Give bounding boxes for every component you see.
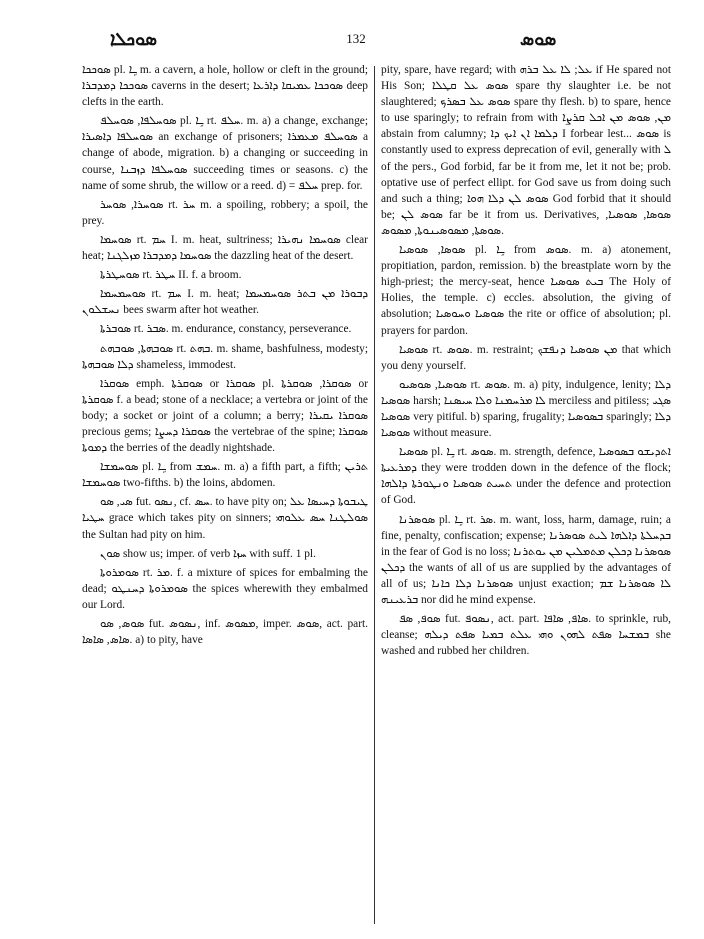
entry: ܣܘܦ, ܣܦ fut. ܢܣܘܦ, act. part. ܣܐܦ, ܣܐܦܐ. to sprinkle, rub, cleanse; ܒܡܫܚܐ ܣܦܬ ܠܗܘܢ ܘܗܝ ܥܠܬ ܒܡܝܐ ܣܦܬ ܕܝܠܗ she washed and rubbed her children. <box>381 613 671 658</box>
entry: ܣܘܣܝܐ pl. ـܹܐ rt. ܣܘܣ. m. strength, defence, ܐܬܕܝܫܘ ܒܣܘܣܝܐ ܕܡܪܥܝܬܐ they were trodden down in the defence of the flock; ܬܚܝܬ ܣܘܣܝܐ ܘܢܛܘܪܬܐ ܕܐܠܗܐ under the defence and protection of God. <box>381 446 671 507</box>
entry: ܣܘܟܟܐ pl. ـܹܐ m. a cavern, a hole, hollow or cleft in the ground; ܣܘܟܟܐ ܕܡܕܒܪܐ caverns in the desert; ܣܘܟܟܐ ܥܡܝܩܐ ܕܐܪܥܐ deep clefts in the earth. <box>82 64 368 109</box>
entry: ܣܘܚܠܦܐ, ܣܘܚܠܦ pl. ـܹܐ rt. ܚܠܦ. m. a) a change, exchange; ܣܘܚܠܦܐ ܕܐܣܝܪܐ an exchange of prisoners; ܣܘܚܠܦ ܡܥܡܪܐ a change of abode, migration. b) a changing or succeeding in course, ܣܘܚܠܦܐ ܕܙܒܢܐ succeeding times or seasons. c) the name of some shrub, the willow or a reed. d) = ܚܠܦ prep. for. <box>82 115 369 192</box>
entry: ܣܘܣܪܢܐ pl. ـܹܐ rt. ܣܪ. m. want, loss, harm, damage, ruin; a fine, penalty, confiscation; expense; ܒܕܚܠܬܐ ܕܐܠܗܐ ܠܝܬ ܣܘܣܪܢܐ in the fear of God is no loss; ܣܘܣܪܢܐ ܕܟܠܢ ܡܬܡܠܝܢ ܡܢ ܝܘܬܪܢܐ ܕܟܠܢ the wants of all of us are supplied by the advantages of all of us; ܣܘܣܪܢܐ ܕܠܐ ܟܐܢܐ unjust exaction; ܠܐ ܣܘܣܪܢܐ ܫܡ ܒܪܥܝܢܗ nor did he mind expense. <box>381 513 671 606</box>
entry: ܣܘܣܐ, ܣܘܣܝܐ pl. ـܹܐ from ܣܘܣ. m. a) atonement, propitiation, pardon, remission. b) the breastplate worn by the high-priest; the mercy-seat, hence ܒܝܬ ܣܘܣܝܐ The Holy of Holies, the temple. c) eccles. absolution, the giving of absolution; ܣܘܣܝܐ ܘܚܘܣܝܐ the rite or office of absolution; pl. prayers for pardon. <box>381 244 671 337</box>
entry: ܣܘܚܡܚܡܐ rt. ܚܡ I. m. heat; ܕܒܘܪܐ ܡܢ ܒܬܪ ܣܘܚܡܚܡܐ ܢܚܫܠܘܢ bees swarm after hot weather. <box>82 288 368 317</box>
column-divider <box>374 66 375 924</box>
entry: ܣܘܣܝܐ, ܣܘܣܝܘ rt. ܣܘܣ. m. a) pity, indulgence, lenity; ܕܠܐ ܣܘܣܝܐ harsh; ܠܐ ܡܪܚܡܢܐ ܘܠܐ ܚܝܣܢܐ merciless and pitiless; ܣܓܝ ܣܘܣܝܐ very pitiful. b) sparing, frugality; ܒܣܘܣܝܐ sparingly; ܕܠܐ ܣܘܣܝܐ without measure. <box>381 378 671 440</box>
entry: ܣܘܢ show us; imper. of verb ܚܙܐ with suff. 1 pl. <box>100 547 316 560</box>
entry: ܣܘܒܪܬܐ rt. ܣܒܪ. m. endurance, constancy, perseverance. <box>100 323 352 336</box>
page-number: 132 <box>346 31 366 46</box>
right-column <box>381 62 671 662</box>
entry: ܣܘܡܪܘܬܐ rt. ܡܪ. f. a mixture of spices for embalming the dead; ܣܘܡܪܘܬܐ ܕܚܢܛܘ the spices wherewith they embalmed our Lord. <box>82 566 368 611</box>
entry: ܣܘܒܗܬܐ, ܣܘܒܗܬ rt. ܒܗܬ. m. shame, bashfulness, modesty; ܕܠܐ ܣܘܒܗܬܐ shameless, immodest. <box>82 342 368 371</box>
running-head-right: ܣܘܣ <box>520 29 557 49</box>
entry: ܣܘܚܪܐ, ܣܘܚܪ rt. ܚܪ m. a spoiling, robbery; a spoil, the prey. <box>82 198 368 227</box>
entry: ܣܘܚܡܐ rt. ܚܡ I. m. heat, sultriness; ܣܘܚܡܐ ܢܗܝܪܐ clear heat; ܣܘܚܡܐ ܕܡܕܒܪܐ ܡܙܠܓܢܐ the dazzling heat of the desert. <box>82 233 368 263</box>
left-column <box>82 62 368 651</box>
entry: ܣܘܚܡܫܐ pl. ـܹܐ from ܚܡܫ. m. a) a fifth part, a fifth; ܬܪܝܢ ܣܘܚܡܫܐ two-fifths. b) the loins, abdomen. <box>82 461 368 490</box>
running-head-left: ܣܘܟܠܐ <box>110 29 157 49</box>
entry: ܣܘܩܪܐ emph. ܣܘܩܪܬܐ or ܣܘܩܪܐ pl. ܣܘܩܪܐ, ܣܘܩܪܬܐ or ܣܘܩܪܬܐ f. a bead; stone of a necklace; a vertebra or joint of the body; a socket or joint of a column; a berry; ܣܘܩܪܐ ܝܩܝܪܐ precious gems; ܣܘܩܪܐ ܕܚܨܐ the vertebrae of the spine; ܣܘܩܪܐ ܕܡܘܬܐ the berries of the deadly nightshade. <box>82 377 369 455</box>
entry: ܣܘܣܝܐ rt. ܣܘܣ. m. restraint; ܡܢ ܣܘܣܝܐ ܕܢܦܫܟ that which you deny yourself. <box>381 343 671 372</box>
entry: pity, spare, have regard; with ܥܠ; ܠܐ ܥܠ ܒܪܗ if He spared not His Son; ܣܘܣ ܥܠ ܩܛܠܐ spare thy slaughter i.e. be not slaughtered; ܣܘܣ ܥܠ ܒܣܪܟ spare thy flesh. b) to spare, hence to use sparingly; to refrain from with ܡܢ, ܣܘܣ ܡܢ ܐܟܠ ܩܪܨܐ abstain from calumny; ܕܠܡܐ ܐܢ ܐܝܟ ܕܐ I forbear lest... ܣܘܣ is constantly used to express deprecation of evil, generally with ܠ of the pers., God forbid, far be it from me, let it not be; prob. optative use of perfect ellipt. for God save us from doing such and such a thing; ܣܘܣ ܠܢ ܕܠܐ ܗܘܐ God forbid that it should be; ܣܘܣ ܠܢ far be it from us. Derivatives, ܣܘܣܐ, ܣܘܣܝܐ, ܣܘܣܬܐ, ܡܣܘܣܝܢܘܬܐ, ܡܣܘܣ. <box>381 64 672 237</box>
entry: ܣܘܚܛܪܬܐ rt. ܚܛܪ II. f. a broom. <box>100 269 242 282</box>
entry: ܣܘܣ, ܣܘ fut. ܢܣܘܣ, inf. ܡܣܘܣ, imper. ܣܘܣ, act. part. ܣܐܣ, ܣܐܣܐ. a) to pity, have <box>82 618 369 647</box>
entry: ܣܝ, ܣܘ fut. ܢܣܘ, cf. ܚܣ. to have pity on; ܛܝܒܘܬܐ ܕܚܝܣܐ ܥܠ ܚܛܝܐ grace which takes pity on sinners; ܣܘܠܛܢܐ ܚܣ ܥܠܘܗܝ the Sultan had pity on him. <box>82 496 368 541</box>
